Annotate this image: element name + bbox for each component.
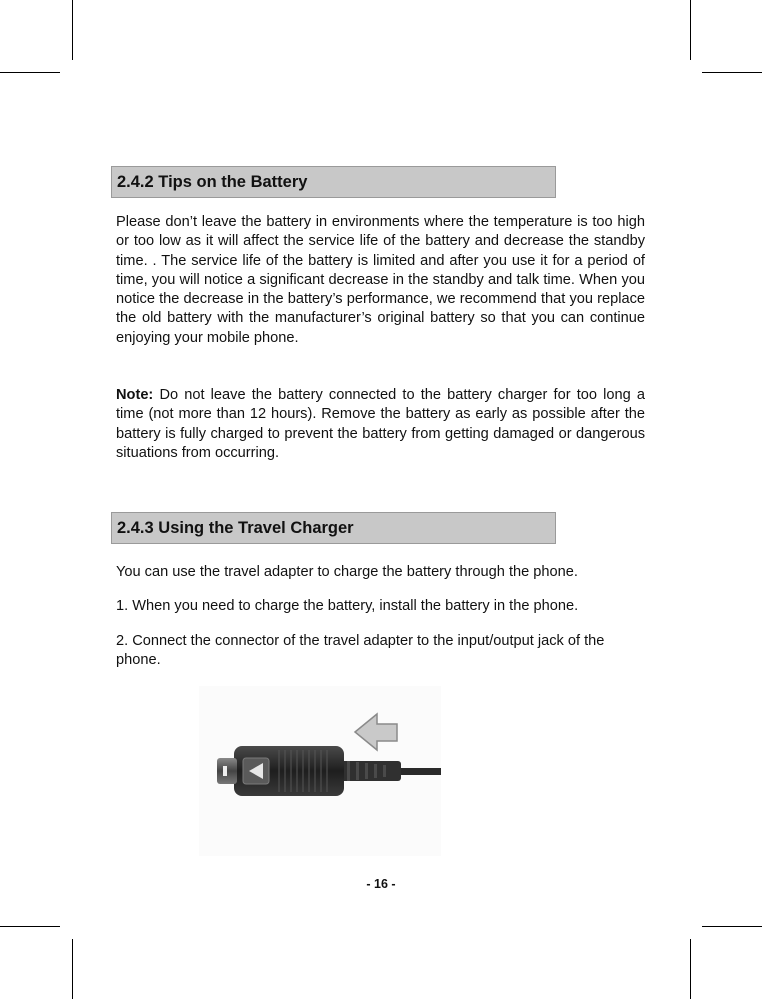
section-title: 2.4.3 Using the Travel Charger [117,519,354,537]
charger-connector-illustration [199,686,441,856]
section-header-travel-charger [111,512,556,544]
charger-connector-figure [199,686,441,856]
travel-charger-step-1: 1. When you need to charge the battery, install the battery in the phone. [116,598,579,614]
crop-mark-top-left-horizontal [0,72,60,73]
crop-mark-top-left-vertical [72,0,73,60]
note-text: Do not leave the battery connected to the battery charger for too long a time (not more than 12 hours). Remove the battery as early as possible after the battery is fully charged to prevent the battery from getting damaged or dangerous situations from occurring. [116,387,645,461]
crop-mark-bottom-right-vertical [690,939,691,999]
crop-mark-bottom-right-horizontal [702,926,762,927]
travel-charger-step-2: 2. Connect the connector of the travel adapter to the input/output jack of the phone. [116,633,605,669]
crop-mark-bottom-left-vertical [72,939,73,999]
section-title: 2.4.2 Tips on the Battery [117,173,308,191]
insert-direction-arrow-icon [355,714,397,750]
section-header-battery-tips [111,166,556,198]
page-number: - 16 - [366,877,396,891]
crop-mark-bottom-left-horizontal [0,926,60,927]
battery-tips-paragraph: Please don’t leave the battery in environments where the temperature is too high or too low as it will affect the service life of the battery and decrease the standby time. . The service life of the battery is limited and after you use it for a period of time, you will notice a significant decrease in the standby and talk time. When you notice the decrease in the battery’s performance, we recommend that you replace the old battery with the manufacturer’s original battery so that you can continue enjoying your mobile phone. [116,214,645,346]
note-label: Note: [116,387,154,403]
battery-note-paragraph [116,386,645,463]
crop-mark-top-right-vertical [690,0,691,60]
crop-mark-top-right-horizontal [702,72,762,73]
travel-charger-intro: You can use the travel adapter to charge the battery through the phone. [116,564,578,580]
